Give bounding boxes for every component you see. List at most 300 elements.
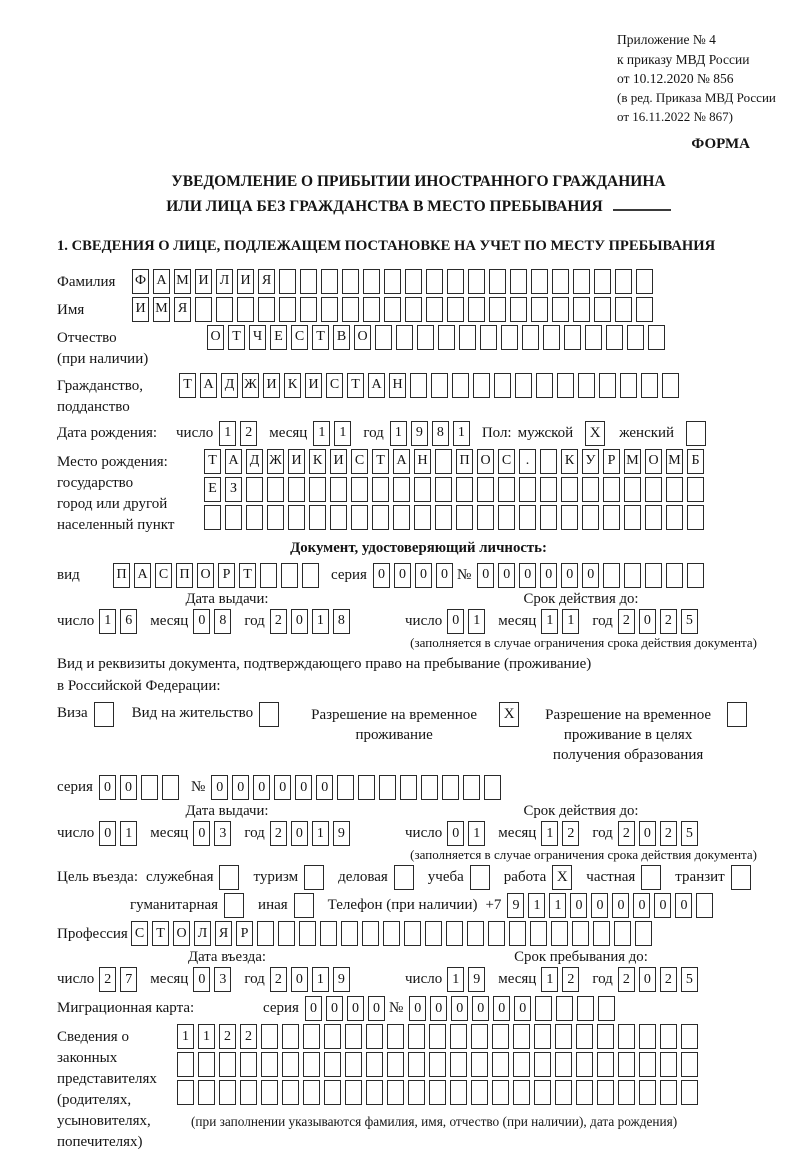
char-box[interactable] bbox=[342, 269, 359, 294]
char-box[interactable] bbox=[618, 1052, 635, 1077]
char-box[interactable]: 5 bbox=[681, 967, 698, 992]
char-box[interactable]: 0 bbox=[498, 563, 515, 588]
char-box[interactable] bbox=[561, 477, 578, 502]
char-box[interactable] bbox=[519, 505, 536, 530]
char-box[interactable]: 6 bbox=[120, 609, 137, 634]
char-box[interactable] bbox=[216, 297, 233, 322]
char-box[interactable] bbox=[393, 477, 410, 502]
char-box[interactable]: 1 bbox=[120, 821, 137, 846]
char-box[interactable]: 2 bbox=[660, 609, 677, 634]
char-box[interactable] bbox=[405, 269, 422, 294]
char-box[interactable]: . bbox=[519, 449, 536, 474]
char-box[interactable] bbox=[645, 563, 662, 588]
char-box[interactable] bbox=[405, 297, 422, 322]
char-box[interactable] bbox=[438, 325, 455, 350]
char-box[interactable] bbox=[282, 1080, 299, 1105]
char-box[interactable]: 9 bbox=[333, 967, 350, 992]
char-box[interactable]: К bbox=[309, 449, 326, 474]
char-box[interactable] bbox=[467, 921, 484, 946]
char-box[interactable] bbox=[426, 297, 443, 322]
char-box[interactable] bbox=[219, 1080, 236, 1105]
char-box[interactable] bbox=[362, 921, 379, 946]
purpose-official-checkbox[interactable] bbox=[219, 865, 239, 890]
char-box[interactable] bbox=[577, 996, 594, 1021]
char-box[interactable]: 2 bbox=[219, 1024, 236, 1049]
char-box[interactable] bbox=[379, 775, 396, 800]
char-box[interactable]: 0 bbox=[582, 563, 599, 588]
char-box[interactable]: 1 bbox=[541, 967, 558, 992]
char-box[interactable]: 0 bbox=[295, 775, 312, 800]
char-box[interactable] bbox=[261, 1024, 278, 1049]
char-box[interactable] bbox=[582, 505, 599, 530]
char-box[interactable]: Д bbox=[221, 373, 238, 398]
residence-permit-checkbox[interactable] bbox=[259, 702, 279, 727]
char-box[interactable] bbox=[351, 477, 368, 502]
char-box[interactable]: 1 bbox=[198, 1024, 215, 1049]
char-box[interactable] bbox=[351, 505, 368, 530]
char-box[interactable] bbox=[162, 775, 179, 800]
char-box[interactable]: 2 bbox=[660, 967, 677, 992]
char-box[interactable] bbox=[639, 1052, 656, 1077]
char-box[interactable] bbox=[515, 373, 532, 398]
char-box[interactable]: А bbox=[368, 373, 385, 398]
char-box[interactable]: 0 bbox=[540, 563, 557, 588]
char-box[interactable]: Я bbox=[215, 921, 232, 946]
char-box[interactable]: 1 bbox=[312, 967, 329, 992]
char-box[interactable] bbox=[320, 921, 337, 946]
char-box[interactable]: И bbox=[263, 373, 280, 398]
char-box[interactable] bbox=[687, 477, 704, 502]
char-box[interactable] bbox=[375, 325, 392, 350]
char-box[interactable]: Н bbox=[414, 449, 431, 474]
char-box[interactable]: 0 bbox=[368, 996, 385, 1021]
char-box[interactable]: Ж bbox=[242, 373, 259, 398]
char-box[interactable] bbox=[615, 269, 632, 294]
char-box[interactable]: Т bbox=[347, 373, 364, 398]
char-box[interactable] bbox=[431, 373, 448, 398]
char-box[interactable] bbox=[578, 373, 595, 398]
char-box[interactable]: А bbox=[153, 269, 170, 294]
char-box[interactable]: И bbox=[237, 269, 254, 294]
char-box[interactable]: 2 bbox=[618, 821, 635, 846]
char-box[interactable]: 1 bbox=[541, 821, 558, 846]
char-box[interactable] bbox=[372, 477, 389, 502]
char-box[interactable] bbox=[471, 1052, 488, 1077]
purpose-transit-checkbox[interactable] bbox=[731, 865, 751, 890]
char-box[interactable]: И bbox=[288, 449, 305, 474]
char-box[interactable] bbox=[384, 269, 401, 294]
char-box[interactable] bbox=[198, 1052, 215, 1077]
char-box[interactable] bbox=[363, 297, 380, 322]
char-box[interactable]: 1 bbox=[313, 421, 330, 446]
char-box[interactable] bbox=[492, 1052, 509, 1077]
char-box[interactable] bbox=[599, 373, 616, 398]
char-box[interactable]: Я bbox=[174, 297, 191, 322]
char-box[interactable]: Т bbox=[312, 325, 329, 350]
char-box[interactable]: 1 bbox=[541, 609, 558, 634]
char-box[interactable] bbox=[696, 893, 713, 918]
char-box[interactable] bbox=[337, 775, 354, 800]
char-box[interactable]: И bbox=[195, 269, 212, 294]
char-box[interactable]: К bbox=[561, 449, 578, 474]
char-box[interactable] bbox=[240, 1052, 257, 1077]
char-box[interactable] bbox=[618, 1080, 635, 1105]
char-box[interactable] bbox=[531, 269, 548, 294]
char-box[interactable]: О bbox=[207, 325, 224, 350]
char-box[interactable] bbox=[288, 505, 305, 530]
char-box[interactable]: 0 bbox=[409, 996, 426, 1021]
char-box[interactable] bbox=[141, 775, 158, 800]
char-box[interactable]: 9 bbox=[468, 967, 485, 992]
char-box[interactable] bbox=[408, 1052, 425, 1077]
char-box[interactable] bbox=[598, 996, 615, 1021]
char-box[interactable] bbox=[195, 297, 212, 322]
char-box[interactable]: Т bbox=[228, 325, 245, 350]
char-box[interactable]: 0 bbox=[394, 563, 411, 588]
char-box[interactable]: 1 bbox=[562, 609, 579, 634]
char-box[interactable] bbox=[257, 921, 274, 946]
char-box[interactable] bbox=[177, 1052, 194, 1077]
char-box[interactable]: 3 bbox=[214, 967, 231, 992]
char-box[interactable] bbox=[492, 1024, 509, 1049]
char-box[interactable] bbox=[666, 505, 683, 530]
char-box[interactable] bbox=[345, 1024, 362, 1049]
visa-checkbox[interactable] bbox=[94, 702, 114, 727]
char-box[interactable] bbox=[660, 1024, 677, 1049]
char-box[interactable]: Л bbox=[216, 269, 233, 294]
char-box[interactable] bbox=[615, 297, 632, 322]
purpose-work-checkbox[interactable]: X bbox=[552, 865, 572, 890]
char-box[interactable] bbox=[624, 477, 641, 502]
purpose-tourism-checkbox[interactable] bbox=[304, 865, 324, 890]
char-box[interactable] bbox=[540, 449, 557, 474]
char-box[interactable] bbox=[246, 505, 263, 530]
char-box[interactable]: 3 bbox=[214, 821, 231, 846]
char-box[interactable] bbox=[597, 1024, 614, 1049]
char-box[interactable] bbox=[576, 1024, 593, 1049]
char-box[interactable] bbox=[450, 1052, 467, 1077]
char-box[interactable] bbox=[363, 269, 380, 294]
char-box[interactable]: 1 bbox=[334, 421, 351, 446]
char-box[interactable] bbox=[387, 1024, 404, 1049]
char-box[interactable] bbox=[473, 373, 490, 398]
char-box[interactable]: 1 bbox=[312, 821, 329, 846]
char-box[interactable]: 0 bbox=[639, 821, 656, 846]
char-box[interactable] bbox=[666, 477, 683, 502]
char-box[interactable] bbox=[681, 1080, 698, 1105]
char-box[interactable]: 1 bbox=[219, 421, 236, 446]
char-box[interactable]: Т bbox=[204, 449, 221, 474]
char-box[interactable]: 0 bbox=[120, 775, 137, 800]
char-box[interactable]: 0 bbox=[274, 775, 291, 800]
char-box[interactable]: 1 bbox=[447, 967, 464, 992]
char-box[interactable] bbox=[635, 921, 652, 946]
char-box[interactable] bbox=[543, 325, 560, 350]
char-box[interactable]: Ч bbox=[249, 325, 266, 350]
char-box[interactable] bbox=[410, 373, 427, 398]
char-box[interactable] bbox=[303, 1024, 320, 1049]
char-box[interactable]: 0 bbox=[193, 609, 210, 634]
char-box[interactable] bbox=[321, 269, 338, 294]
char-box[interactable]: С bbox=[498, 449, 515, 474]
char-box[interactable] bbox=[281, 563, 298, 588]
char-box[interactable]: 2 bbox=[240, 421, 257, 446]
char-box[interactable] bbox=[488, 921, 505, 946]
char-box[interactable] bbox=[384, 297, 401, 322]
char-box[interactable]: К bbox=[284, 373, 301, 398]
char-box[interactable]: 0 bbox=[451, 996, 468, 1021]
char-box[interactable] bbox=[576, 1080, 593, 1105]
char-box[interactable] bbox=[551, 921, 568, 946]
char-box[interactable] bbox=[303, 1080, 320, 1105]
char-box[interactable] bbox=[446, 921, 463, 946]
char-box[interactable]: П bbox=[456, 449, 473, 474]
char-box[interactable] bbox=[597, 1052, 614, 1077]
char-box[interactable]: 0 bbox=[316, 775, 333, 800]
char-box[interactable]: А bbox=[225, 449, 242, 474]
char-box[interactable] bbox=[501, 325, 518, 350]
char-box[interactable] bbox=[593, 921, 610, 946]
char-box[interactable]: 0 bbox=[570, 893, 587, 918]
char-box[interactable]: О bbox=[477, 449, 494, 474]
char-box[interactable]: 1 bbox=[468, 609, 485, 634]
char-box[interactable]: 0 bbox=[326, 996, 343, 1021]
char-box[interactable]: А bbox=[200, 373, 217, 398]
char-box[interactable] bbox=[450, 1080, 467, 1105]
char-box[interactable] bbox=[429, 1052, 446, 1077]
char-box[interactable]: 1 bbox=[528, 893, 545, 918]
char-box[interactable]: 0 bbox=[232, 775, 249, 800]
char-box[interactable]: 0 bbox=[639, 609, 656, 634]
char-box[interactable] bbox=[383, 921, 400, 946]
char-box[interactable]: 7 bbox=[120, 967, 137, 992]
char-box[interactable] bbox=[681, 1024, 698, 1049]
char-box[interactable] bbox=[480, 325, 497, 350]
char-box[interactable] bbox=[662, 373, 679, 398]
char-box[interactable]: 0 bbox=[347, 996, 364, 1021]
char-box[interactable] bbox=[660, 1080, 677, 1105]
purpose-humanitarian-checkbox[interactable] bbox=[224, 893, 244, 918]
char-box[interactable] bbox=[267, 505, 284, 530]
char-box[interactable]: Т bbox=[179, 373, 196, 398]
char-box[interactable]: 0 bbox=[514, 996, 531, 1021]
char-box[interactable] bbox=[645, 477, 662, 502]
char-box[interactable] bbox=[471, 1024, 488, 1049]
char-box[interactable] bbox=[594, 269, 611, 294]
char-box[interactable] bbox=[219, 1052, 236, 1077]
char-box[interactable] bbox=[624, 505, 641, 530]
char-box[interactable] bbox=[342, 297, 359, 322]
char-box[interactable]: 0 bbox=[291, 609, 308, 634]
char-box[interactable] bbox=[414, 477, 431, 502]
char-box[interactable]: П bbox=[176, 563, 193, 588]
char-box[interactable] bbox=[452, 373, 469, 398]
char-box[interactable] bbox=[660, 1052, 677, 1077]
char-box[interactable]: Я bbox=[258, 269, 275, 294]
char-box[interactable]: 0 bbox=[373, 563, 390, 588]
char-box[interactable] bbox=[603, 505, 620, 530]
char-box[interactable]: 2 bbox=[618, 609, 635, 634]
char-box[interactable]: 8 bbox=[214, 609, 231, 634]
char-box[interactable] bbox=[666, 563, 683, 588]
char-box[interactable]: Т bbox=[372, 449, 389, 474]
char-box[interactable] bbox=[624, 563, 641, 588]
char-box[interactable] bbox=[279, 297, 296, 322]
char-box[interactable] bbox=[603, 563, 620, 588]
char-box[interactable] bbox=[456, 477, 473, 502]
char-box[interactable] bbox=[471, 1080, 488, 1105]
temporary-residence-checkbox[interactable]: X bbox=[499, 702, 519, 727]
char-box[interactable] bbox=[489, 297, 506, 322]
char-box[interactable] bbox=[330, 505, 347, 530]
char-box[interactable] bbox=[573, 297, 590, 322]
purpose-other-checkbox[interactable] bbox=[294, 893, 314, 918]
char-box[interactable] bbox=[556, 996, 573, 1021]
char-box[interactable] bbox=[267, 477, 284, 502]
char-box[interactable] bbox=[552, 269, 569, 294]
char-box[interactable] bbox=[258, 297, 275, 322]
char-box[interactable] bbox=[636, 297, 653, 322]
char-box[interactable]: О bbox=[645, 449, 662, 474]
char-box[interactable] bbox=[585, 325, 602, 350]
char-box[interactable]: Н bbox=[389, 373, 406, 398]
char-box[interactable]: 0 bbox=[99, 821, 116, 846]
char-box[interactable]: Б bbox=[687, 449, 704, 474]
char-box[interactable]: 0 bbox=[633, 893, 650, 918]
char-box[interactable] bbox=[687, 505, 704, 530]
char-box[interactable] bbox=[300, 269, 317, 294]
char-box[interactable]: 0 bbox=[675, 893, 692, 918]
char-box[interactable] bbox=[534, 1052, 551, 1077]
char-box[interactable] bbox=[366, 1024, 383, 1049]
char-box[interactable] bbox=[534, 1080, 551, 1105]
char-box[interactable]: Д bbox=[246, 449, 263, 474]
char-box[interactable] bbox=[425, 921, 442, 946]
char-box[interactable]: П bbox=[113, 563, 130, 588]
char-box[interactable] bbox=[534, 1024, 551, 1049]
char-box[interactable] bbox=[324, 1052, 341, 1077]
char-box[interactable] bbox=[641, 373, 658, 398]
char-box[interactable]: 0 bbox=[654, 893, 671, 918]
char-box[interactable]: 1 bbox=[549, 893, 566, 918]
char-box[interactable] bbox=[498, 477, 515, 502]
char-box[interactable] bbox=[513, 1052, 530, 1077]
char-box[interactable] bbox=[572, 921, 589, 946]
char-box[interactable] bbox=[594, 297, 611, 322]
char-box[interactable]: 0 bbox=[436, 563, 453, 588]
char-box[interactable] bbox=[279, 269, 296, 294]
char-box[interactable]: 2 bbox=[240, 1024, 257, 1049]
char-box[interactable]: Р bbox=[218, 563, 235, 588]
char-box[interactable] bbox=[366, 1052, 383, 1077]
char-box[interactable] bbox=[288, 477, 305, 502]
char-box[interactable] bbox=[687, 563, 704, 588]
char-box[interactable] bbox=[576, 1052, 593, 1077]
sex-female-checkbox[interactable] bbox=[686, 421, 706, 446]
char-box[interactable]: 1 bbox=[99, 609, 116, 634]
char-box[interactable]: 1 bbox=[390, 421, 407, 446]
char-box[interactable] bbox=[639, 1024, 656, 1049]
char-box[interactable]: 0 bbox=[211, 775, 228, 800]
char-box[interactable] bbox=[309, 505, 326, 530]
char-box[interactable] bbox=[681, 1052, 698, 1077]
char-box[interactable] bbox=[198, 1080, 215, 1105]
char-box[interactable] bbox=[557, 373, 574, 398]
char-box[interactable] bbox=[636, 269, 653, 294]
char-box[interactable]: Т bbox=[239, 563, 256, 588]
char-box[interactable]: 1 bbox=[177, 1024, 194, 1049]
char-box[interactable]: 2 bbox=[562, 967, 579, 992]
char-box[interactable]: О bbox=[354, 325, 371, 350]
char-box[interactable]: 0 bbox=[253, 775, 270, 800]
char-box[interactable] bbox=[408, 1024, 425, 1049]
char-box[interactable]: У bbox=[582, 449, 599, 474]
char-box[interactable] bbox=[387, 1080, 404, 1105]
char-box[interactable] bbox=[447, 269, 464, 294]
char-box[interactable] bbox=[417, 325, 434, 350]
char-box[interactable] bbox=[396, 325, 413, 350]
char-box[interactable] bbox=[240, 1080, 257, 1105]
char-box[interactable] bbox=[510, 297, 527, 322]
char-box[interactable] bbox=[477, 505, 494, 530]
sex-male-checkbox[interactable]: X bbox=[585, 421, 605, 446]
char-box[interactable]: В bbox=[333, 325, 350, 350]
char-box[interactable] bbox=[645, 505, 662, 530]
char-box[interactable]: С bbox=[131, 921, 148, 946]
char-box[interactable] bbox=[489, 269, 506, 294]
char-box[interactable] bbox=[555, 1080, 572, 1105]
purpose-business-checkbox[interactable] bbox=[394, 865, 414, 890]
char-box[interactable]: 2 bbox=[618, 967, 635, 992]
char-box[interactable]: Р bbox=[236, 921, 253, 946]
char-box[interactable]: 1 bbox=[453, 421, 470, 446]
char-box[interactable] bbox=[324, 1024, 341, 1049]
char-box[interactable] bbox=[639, 1080, 656, 1105]
char-box[interactable] bbox=[282, 1024, 299, 1049]
char-box[interactable] bbox=[494, 373, 511, 398]
char-box[interactable]: 0 bbox=[430, 996, 447, 1021]
char-box[interactable] bbox=[509, 921, 526, 946]
char-box[interactable]: 9 bbox=[411, 421, 428, 446]
char-box[interactable] bbox=[421, 775, 438, 800]
char-box[interactable] bbox=[561, 505, 578, 530]
char-box[interactable] bbox=[302, 563, 319, 588]
char-box[interactable]: 2 bbox=[270, 821, 287, 846]
char-box[interactable]: 9 bbox=[333, 821, 350, 846]
char-box[interactable]: Ф bbox=[132, 269, 149, 294]
char-box[interactable] bbox=[614, 921, 631, 946]
char-box[interactable]: С bbox=[351, 449, 368, 474]
char-box[interactable] bbox=[627, 325, 644, 350]
char-box[interactable]: 8 bbox=[333, 609, 350, 634]
char-box[interactable]: И bbox=[305, 373, 322, 398]
char-box[interactable] bbox=[435, 449, 452, 474]
char-box[interactable]: А bbox=[134, 563, 151, 588]
char-box[interactable] bbox=[345, 1080, 362, 1105]
char-box[interactable] bbox=[393, 505, 410, 530]
char-box[interactable]: М bbox=[666, 449, 683, 474]
char-box[interactable] bbox=[300, 297, 317, 322]
char-box[interactable] bbox=[540, 477, 557, 502]
char-box[interactable] bbox=[552, 297, 569, 322]
char-box[interactable] bbox=[261, 1080, 278, 1105]
char-box[interactable] bbox=[435, 477, 452, 502]
char-box[interactable] bbox=[519, 477, 536, 502]
char-box[interactable] bbox=[540, 505, 557, 530]
char-box[interactable] bbox=[400, 775, 417, 800]
char-box[interactable] bbox=[309, 477, 326, 502]
char-box[interactable]: 0 bbox=[639, 967, 656, 992]
